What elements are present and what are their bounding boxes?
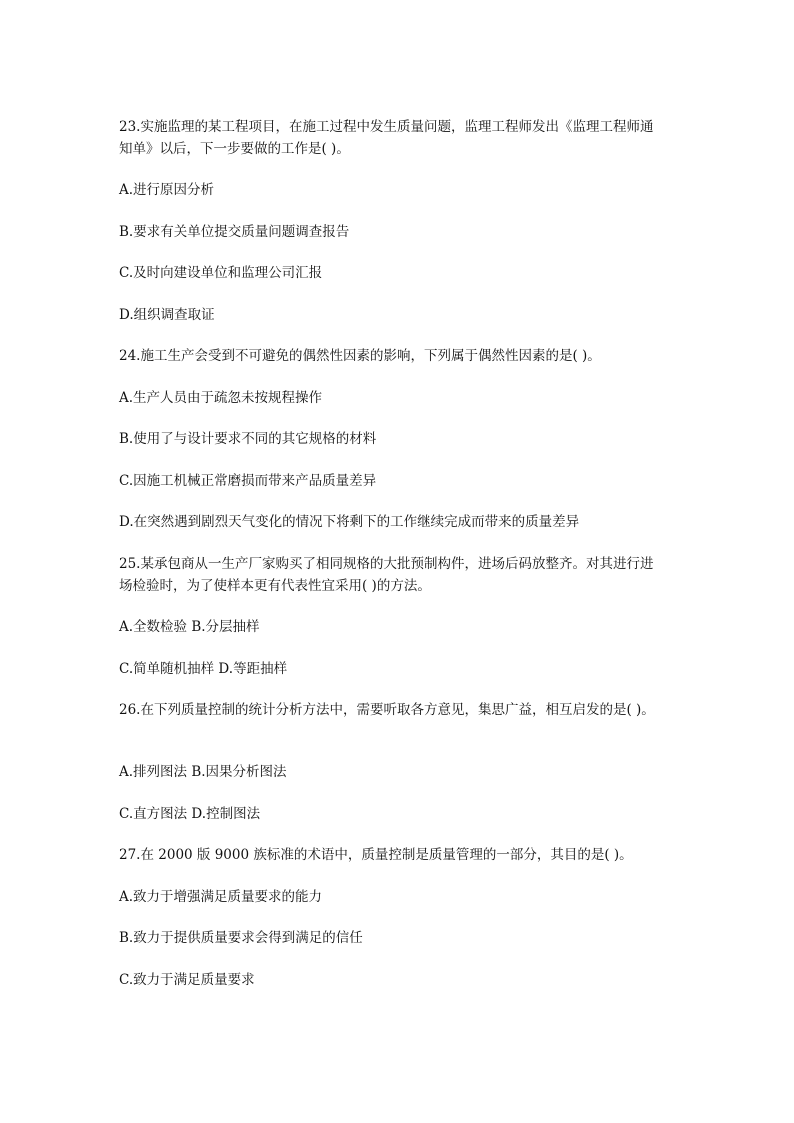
question-25-option-cd: C.简单随机抽样 D.等距抽样 <box>119 661 288 677</box>
question-27-option-b: B.致力于提供质量要求会得到满足的信任 <box>119 930 363 946</box>
question-24-stem-line-1: 24.施工生产会受到不可避免的偶然性因素的影响，下列属于偶然性因素的是( )。 <box>119 348 601 364</box>
question-23-option-c: C.及时向建设单位和监理公司汇报 <box>119 265 323 281</box>
question-27-option-a: A.致力于增强满足质量要求的能力 <box>119 889 323 905</box>
question-25-stem-line-1: 25.某承包商从一生产厂家购买了相同规格的大批预制构件，进场后码放整齐。对其进行进 <box>119 556 654 572</box>
question-23-stem-line-2: 知单》以后，下一步要做的工作是( )。 <box>119 141 350 157</box>
question-26-stem-line-1: 26.在下列质量控制的统计分析方法中，需要听取各方意见，集思广益，相互启发的是( )。 <box>119 702 655 718</box>
question-24-option-a: A.生产人员由于疏忽未按规程操作 <box>119 390 323 406</box>
question-27-stem-line-1: 27.在 2000 版 9000 族标准的术语中，质量控制是质量管理的一部分，其目的是( )。 <box>119 847 633 863</box>
question-25-stem-line-2: 场检验时，为了使样本更有代表性宜采用( )的方法。 <box>119 578 431 594</box>
question-26-option-cd: C.直方图法 D.控制图法 <box>119 806 261 822</box>
question-26-option-ab: A.排列图法 B.因果分析图法 <box>119 764 287 780</box>
question-27-option-c: C.致力于满足质量要求 <box>119 972 255 988</box>
question-23-stem-line-1: 23.实施监理的某工程项目，在施工过程中发生质量问题，监理工程师发出《监理工程师通 <box>119 119 654 135</box>
question-25-option-ab: A.全数检验 B.分层抽样 <box>119 619 260 635</box>
question-23-option-b: B.要求有关单位提交质量问题调查报告 <box>119 224 350 240</box>
question-24-option-b: B.使用了与设计要求不同的其它规格的材料 <box>119 431 377 447</box>
question-23-option-d: D.组织调查取证 <box>119 307 215 323</box>
question-24-option-d: D.在突然遇到剧烈天气变化的情况下将剩下的工作继续完成而带来的质量差异 <box>119 514 580 530</box>
question-24-option-c: C.因施工机械正常磨损而带来产品质量差异 <box>119 473 377 489</box>
question-23-option-a: A.进行原因分析 <box>119 182 215 198</box>
